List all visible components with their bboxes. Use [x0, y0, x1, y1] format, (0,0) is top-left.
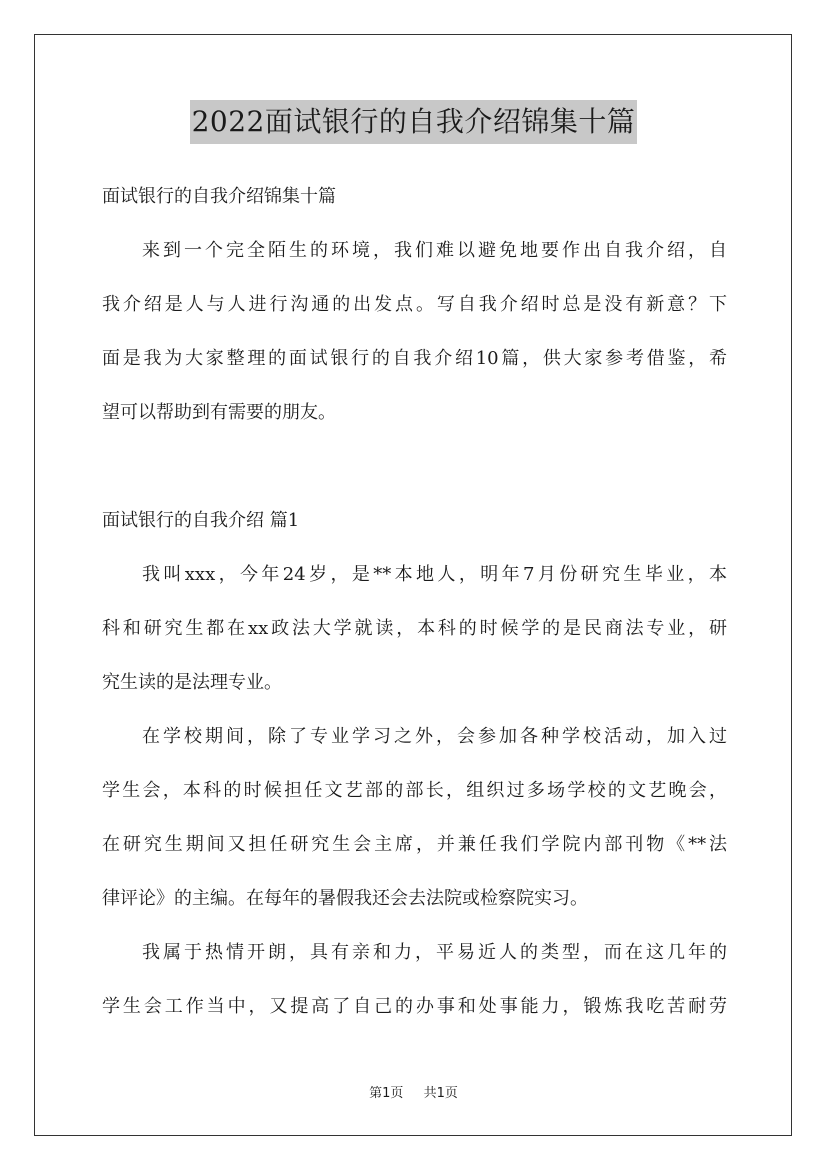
para1-line-1: 我叫xxx，今年24岁，是**本地人，明年7月份研究生毕业，本 — [142, 564, 727, 585]
document-title: 2022面试银行的自我介绍锦集十篇 — [190, 100, 638, 144]
para2-line-2: 学生会，本科的时候担任文艺部的部长，组织过多场学校的文艺晚会， — [102, 780, 727, 801]
page-number-total: 共1页 — [423, 1086, 458, 1101]
para2-line-3: 在研究生期间又担任研究生会主席，并兼任我们学院内部刊物《**法 — [102, 834, 727, 855]
section-heading: 面试银行的自我介绍 篇1 — [102, 510, 300, 531]
intro-line-2: 我介绍是人与人进行沟通的出发点。写自我介绍时总是没有新意？下 — [102, 294, 727, 315]
document-subtitle: 面试银行的自我介绍锦集十篇 — [102, 186, 336, 207]
para1-line-2: 科和研究生都在xx政法大学就读，本科的时候学的是民商法专业，研 — [102, 618, 727, 639]
page-footer — [0, 1082, 827, 1101]
intro-line-3: 面是我为大家整理的面试银行的自我介绍10篇，供大家参考借鉴，希 — [102, 348, 727, 369]
document-body — [102, 170, 727, 1034]
para3-line-1: 我属于热情开朗，具有亲和力，平易近人的类型，而在这几年的 — [142, 942, 727, 963]
para1-line-3: 究生读的是法理专业。 — [102, 672, 282, 693]
title-container — [0, 100, 827, 144]
page-number-current: 第1页 — [369, 1086, 404, 1101]
paragraph-gap — [102, 440, 727, 494]
para3-line-2: 学生会工作当中，又提高了自己的办事和处事能力，锻炼我吃苦耐劳 — [102, 996, 727, 1017]
intro-line-1: 来到一个完全陌生的环境，我们难以避免地要作出自我介绍，自 — [142, 240, 727, 261]
intro-line-4: 望可以帮助到有需要的朋友。 — [102, 402, 336, 423]
para2-line-4: 律评论》的主编。在每年的暑假我还会去法院或检察院实习。 — [102, 888, 588, 909]
para2-line-1: 在学校期间，除了专业学习之外，会参加各种学校活动，加入过 — [142, 726, 727, 747]
